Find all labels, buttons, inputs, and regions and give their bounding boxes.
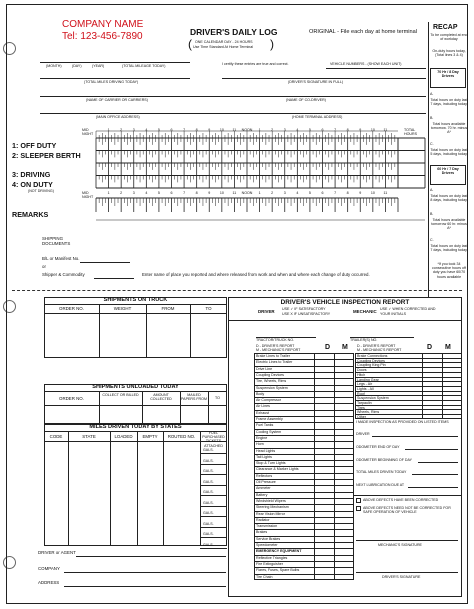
hour-label: 8 [346, 191, 349, 195]
hour-label: 10 [370, 191, 375, 195]
main-office-label: (MAIN OFFICE ADDRESS) [96, 115, 140, 119]
hour-label: 2 [120, 191, 123, 195]
hour-label: 11 [232, 191, 237, 195]
hour-label: 2 [271, 128, 274, 132]
address-label: ADDRESS [38, 580, 60, 585]
hour-label: 2 [271, 191, 274, 195]
left-insp-item: Air Compressor [256, 398, 281, 403]
left-insp-item: Fuel Tanks [256, 423, 274, 428]
notes-driver-label: DRIVER [356, 432, 370, 436]
original-note: ORIGINAL - File each day at home terminal [309, 29, 417, 35]
left-d-report: D - DRIVER'S REPORT [256, 344, 295, 348]
hour-label: 8 [195, 128, 198, 132]
midnight-label-top: MID NIGHT [82, 128, 94, 137]
mechanic-signature-label: MECHANIC'S SIGNATURE [378, 543, 422, 547]
right-insp-item: Doors [357, 368, 367, 373]
right-insp-item: Coupling Devices [357, 358, 385, 363]
left-insp-item: Body [256, 391, 265, 396]
col-mailed: MAILED PAPERS FROM [181, 393, 207, 402]
shipments-unloaded-title: SHIPMENTS UNLOADED TODAY [92, 384, 179, 390]
insp-mechanic-heading: MECHANIC [353, 309, 377, 314]
corrected-checkbox[interactable] [356, 498, 361, 503]
day-label: (DAY) [72, 64, 82, 68]
hour-label: 1 [258, 191, 261, 195]
defects-corrected-label: ABOVE DEFECTS HAVE BEEN CORRECTED [363, 498, 439, 502]
hour-label: 7 [334, 128, 337, 132]
recap-a2-letter: A. [430, 188, 434, 192]
insp-use-check: USE ✓ IF SATISFACTORY [282, 307, 326, 311]
left-insp-item: Horn [256, 442, 264, 447]
form-title: DRIVER'S DAILY LOG [190, 27, 278, 37]
col-amount: AMOUNT COLLECTED [150, 393, 172, 402]
right-insp-item: Other [357, 415, 366, 420]
hour-label: 3 [283, 128, 286, 132]
hour-label: 2 [120, 128, 123, 132]
hour-label: 1 [107, 128, 110, 132]
gals-label: GALS. [203, 542, 214, 547]
left-insp-item: Ammeter [256, 486, 271, 491]
midnight-label-bottom: MID NIGHT [82, 191, 94, 200]
vehicle-numbers-label: VEHICLE NUMBERS - (SHOW EACH UNIT) [330, 62, 402, 66]
left-insp-item: Brakes [256, 530, 268, 535]
col-to: TO [205, 306, 212, 311]
shipping-docs-label: SHIPPING DOCUMENTS [42, 236, 71, 246]
hour-label: 4 [145, 128, 148, 132]
recap-60hr-box: 60 Hr / 7 Day Drivers [430, 165, 466, 185]
recap-a-letter: A. [430, 92, 434, 96]
left-m-header: M [342, 344, 348, 351]
left-insp-item: Drive Line [256, 366, 273, 371]
left-insp-item: Radiator [256, 517, 270, 522]
hour-label: 11 [383, 191, 388, 195]
hour-label: 9 [359, 191, 362, 195]
left-insp-item: Reflective Triangles [256, 555, 288, 560]
hour-label: 5 [308, 191, 311, 195]
hour-label: 1 [107, 191, 110, 195]
company-label: COMPANY [38, 566, 60, 571]
tractor-label: TRACTOR/TRUCK NO. [256, 338, 295, 342]
left-m-report: M - MECHANIC'S REPORT [256, 348, 301, 352]
gals-label: GALS. [203, 479, 214, 484]
hour-label: NOON [241, 128, 253, 132]
hour-label: 7 [183, 191, 186, 195]
total-hours-label: TOTAL HOURS [404, 128, 417, 137]
right-insp-item: Coupling King Pin [357, 363, 386, 368]
driver-signature-label: (DRIVER'S SIGNATURE IN FULL) [288, 80, 344, 84]
left-insp-item: Tire, Wheels, Rims [256, 379, 287, 384]
recap-a-text: Total hours on duty last 7 days, including today. [430, 98, 468, 107]
driver-signature-bottom-label: DRIVER'S SIGNATURE [382, 575, 421, 579]
right-m-header: M [445, 344, 451, 351]
row-off-duty-label: 1: OFF DUTY [12, 141, 57, 150]
left-insp-item: Frame Assembly [256, 417, 283, 421]
recap-b-text: Total hours available tomorrow. 70 hr. minus A* [430, 122, 468, 135]
left-insp-item: Rear Vision Mirror [256, 511, 285, 516]
hour-label: 11 [383, 128, 388, 132]
right-insp-item: Legs - Air [357, 382, 373, 387]
defects-not-corrected-label: ABOVE DEFECTS NEED NOT BE CORRECTED FOR SAFE OPERATION OF VEHICLE [363, 506, 451, 515]
hour-label: 7 [334, 191, 337, 195]
left-insp-item: Transmission [256, 524, 278, 529]
right-insp-item: Lights - All [357, 386, 374, 391]
left-insp-item: Clearance & Marker Lights [256, 467, 299, 472]
hour-label: 6 [170, 128, 173, 132]
carrier-label: (NAME OF CARRIER OR CARRIERS) [86, 98, 148, 102]
driver-agent-label: DRIVER or AGENT [38, 550, 76, 555]
insp-driver-heading: DRIVER [258, 309, 275, 314]
col-fuel: FUEL PURCHASED TICKETS ATTACHED [202, 431, 225, 448]
recap-c2-letter: C. [430, 238, 434, 242]
left-insp-item: Steering Mechanism [256, 505, 289, 510]
inspection-title: DRIVER'S VEHICLE INSPECTION REPORT [280, 299, 410, 306]
right-insp-item: Landing Gear [357, 377, 379, 382]
left-insp-item: Flares, Fuses, Spare Bulbs [256, 568, 300, 573]
right-insp-item: Wheels, Rims [357, 410, 380, 415]
trailer-label: TRAILER(S) NO. [350, 338, 378, 342]
hour-label: 4 [296, 128, 299, 132]
right-insp-item: Roof [357, 391, 365, 396]
month-label: (MONTH) [46, 64, 62, 68]
gals-label: GALS. [203, 448, 214, 452]
row-driving-label: 3: DRIVING [12, 170, 51, 179]
right-insp-item: Brake Connections [357, 354, 388, 358]
hour-label: 4 [296, 191, 299, 195]
hour-label: 4 [145, 191, 148, 195]
left-insp-item: EMERGENCY EQUIPMENT [256, 549, 302, 554]
row-on-duty-label: 4: ON DUTY [12, 180, 53, 189]
gals-label: GALS. [203, 490, 214, 494]
hour-label: 9 [208, 191, 211, 195]
right-insp-item: Tarpaulin [357, 401, 372, 405]
gals-label: GALS. [203, 500, 214, 505]
hour-label: 10 [219, 128, 224, 132]
odometer-end-label: ODOMETER END OF DAY [356, 445, 400, 449]
codriver-label: (NAME OF CO-DRIVER) [286, 98, 326, 102]
hour-label: 6 [321, 191, 324, 195]
total-miles-driven-label: TOTAL MILES DRIVEN TODAY [356, 470, 407, 474]
hour-label: 6 [321, 128, 324, 132]
col-empty: EMPTY [142, 434, 158, 439]
col-unl-order-no: ORDER NO. [59, 396, 84, 401]
shipper-label: Shipper & Commodity [42, 272, 85, 277]
remarks-label: REMARKS [12, 210, 49, 219]
left-insp-item: Electric Lines to Trailer [256, 360, 293, 365]
hour-label: 10 [370, 128, 375, 132]
recap-title: RECAP [433, 24, 458, 31]
shipments-unloaded-table [44, 384, 227, 424]
certify-text: I certify these entries are true and correct. [222, 62, 289, 66]
col-code: CODE [49, 434, 63, 439]
recap-b-letter: B. [430, 116, 434, 120]
left-insp-item: Suspension System [256, 385, 288, 390]
recap-70hr-box: 70 Hr / 8 Day Drivers [430, 68, 466, 88]
col-routed: ROUTED NO. [167, 434, 196, 439]
not-corrected-checkbox[interactable] [356, 506, 361, 511]
gals-label: GALS. [203, 532, 214, 536]
recap-c-text: Total hours on duty last 5 days, including today. [430, 148, 468, 157]
left-insp-item: Exhaust [256, 410, 269, 415]
left-insp-item: Brake Lines to Trailer [256, 354, 290, 358]
left-insp-item: Tail Lights [256, 454, 272, 459]
left-insp-item: Head Lights [256, 448, 276, 453]
left-insp-item: Stop & Turn Lights [256, 461, 286, 466]
hour-label: 5 [157, 191, 160, 195]
left-insp-item: Speedometer [256, 543, 278, 547]
row-sleeper-label: 2: SLEEPER BERTH [12, 151, 81, 160]
duty-instruction: Enter name of place you reported and where released from work and when and where each change of duty occurred. [142, 272, 370, 277]
recap-b2-text: Total hours available tomorrow 60 hr. minus A* [431, 218, 467, 231]
inspection-made-note: I MADE INSPECTION AS PROVIDED ON LISTED ITEMS [356, 420, 449, 424]
calendar-note: ONE CALENDAR DAY - 24 HOURS [195, 40, 253, 44]
home-terminal-label: (HOME TERMINAL ADDRESS) [292, 115, 343, 119]
company-name: COMPANY NAME [62, 19, 144, 30]
hour-label: 11 [232, 128, 237, 132]
hour-label: 8 [195, 191, 198, 195]
hour-label: 3 [283, 191, 286, 195]
recap-c2-text: Total hours on duty last 7 days, including today. [430, 244, 468, 253]
left-d-header: D [325, 344, 331, 351]
hour-label: 3 [132, 128, 135, 132]
left-insp-item: Tire Chain [256, 574, 273, 579]
brace-right: ) [270, 37, 274, 51]
hour-label: 1 [258, 128, 261, 132]
brace-left: ( [188, 37, 192, 51]
right-d-report: D - DRIVER'S REPORT [357, 344, 396, 348]
col-order-no: ORDER NO. [59, 306, 84, 311]
lubrication-label: NEXT LUBRICATION DUE AT [356, 483, 405, 487]
insp-use-check2: USE ✓ WHEN CORRECTED AND [380, 307, 436, 311]
col-collect: COLLECT OR BILLED [102, 393, 139, 397]
bl-label: B/L or Manifest No. [42, 256, 80, 261]
recap-b2-letter: B. [430, 212, 434, 216]
hour-label: 3 [132, 191, 135, 195]
left-insp-item: Battery [256, 492, 268, 497]
shipments-on-truck-title: SHIPMENTS ON TRUCK [103, 297, 168, 303]
left-insp-item: Oil Pressure [256, 480, 276, 484]
insp-initials: YOUR INITIALS [380, 312, 406, 316]
not-driving-label: (NOT DRIVING) [28, 189, 54, 193]
right-d-header: D [427, 344, 433, 351]
left-insp-item: Engine [256, 435, 268, 440]
company-tel: Tel: 123-456-7890 [62, 31, 143, 42]
right-insp-item: Hitch [357, 372, 366, 377]
left-insp-item: Cooling System [256, 429, 282, 434]
total-miles-label: (TOTAL MILES DRIVING TODAY) [84, 80, 139, 84]
left-insp-item: Reflectors [256, 473, 273, 478]
hour-label: 10 [219, 191, 224, 195]
hour-label: 9 [208, 128, 211, 132]
hour-label: 5 [308, 128, 311, 132]
col-state: STATE [82, 434, 96, 439]
recap-to-be: To be completed at end of workday [430, 33, 468, 42]
recap-restart-note: *If you took 34 consecutive hours off duty you have 60/70 hours available [432, 262, 466, 279]
hour-label: 5 [157, 128, 160, 132]
hour-label: NOON [241, 191, 253, 195]
recap-a2-text: Total hours on duty last 8 days, including today. [430, 194, 468, 203]
hour-label: 6 [170, 191, 173, 195]
right-m-report: M - MECHANIC'S REPORT [357, 348, 402, 352]
col-from: FROM [161, 306, 175, 311]
odometer-begin-label: ODOMETER BEGINNING OF DAY [356, 458, 413, 462]
recap-on-duty: On-duty hours today, (Total lines 3 & 4) [432, 49, 466, 58]
hour-label: 7 [183, 128, 186, 132]
left-insp-item: Service Brakes [256, 536, 281, 541]
left-insp-item: Coupling Devices [256, 372, 284, 377]
col-loaded: LOADED [114, 434, 133, 439]
total-mileage-label: (TOTAL MILEAGE TODAY) [122, 64, 166, 68]
left-insp-item: Fire Extinguisher [256, 561, 283, 566]
gals-label: GALS. [203, 469, 214, 473]
hour-label: 9 [359, 128, 362, 132]
time-standard-note: Use Time Standard At Home Terminal [193, 45, 254, 49]
right-insp-item: Suspension System [357, 396, 389, 401]
miles-by-state-title: MILES DRIVEN TODAY BY STATES [89, 424, 182, 430]
recap-c-letter: C. [430, 142, 434, 146]
year-label: (YEAR) [92, 64, 105, 68]
gals-label: GALS. [203, 511, 214, 515]
insp-use-x: USE X IF UNSATISFACTORY [282, 312, 331, 316]
or-label: or [42, 264, 46, 269]
col-weight: WEIGHT [113, 306, 132, 311]
left-insp-item: Windshield Wipers [256, 498, 286, 503]
right-insp-item: Tires [357, 405, 365, 410]
col-unl-to: TO [215, 396, 220, 400]
left-insp-item: Air Lines [256, 404, 270, 409]
gals-label: GALS. [203, 458, 214, 463]
hour-label: 8 [346, 128, 349, 132]
gals-label: GALS. [203, 521, 214, 526]
